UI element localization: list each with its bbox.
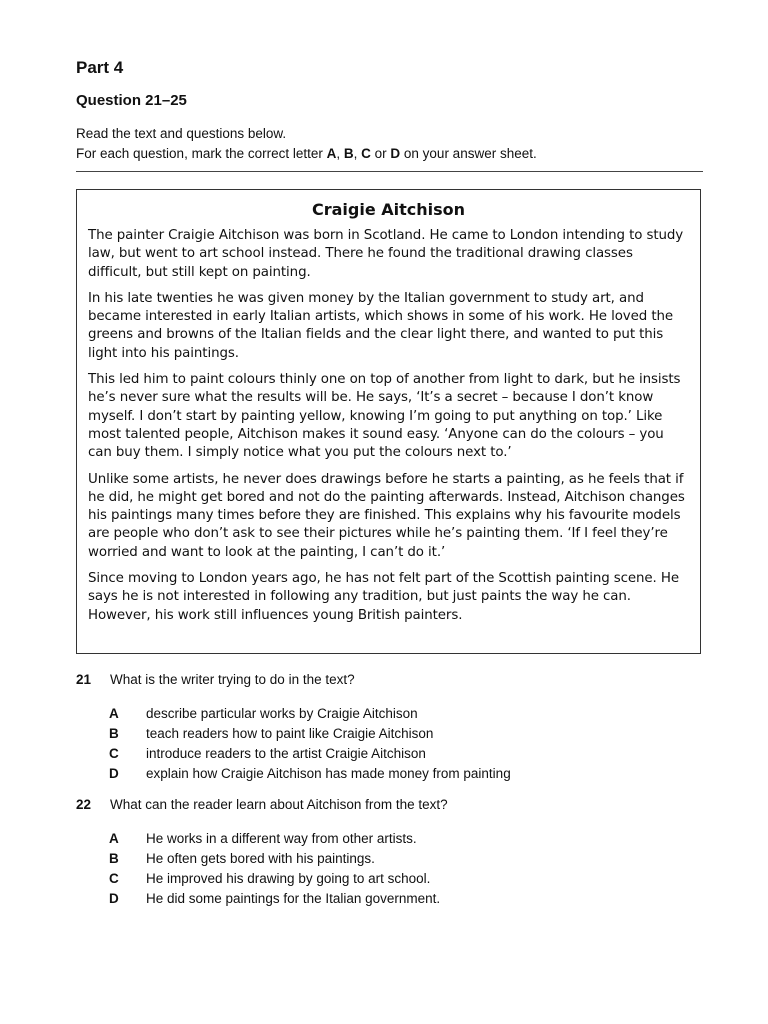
instruction-text-pre: For each question, mark the correct letter xyxy=(76,146,327,161)
instructions xyxy=(76,124,537,164)
letter-d: D xyxy=(390,146,401,161)
option-letter: B xyxy=(109,851,119,866)
passage-title: Craigie Aitchison xyxy=(311,200,466,219)
question-stem: What is the writer trying to do in the text? xyxy=(110,672,355,687)
question-number: 22 xyxy=(76,797,92,812)
passage-paragraph: In his late twenties he was given money by the Italian government to study art, and became interested in early Italian artists, which shows in some of his work. He loved the greens and browns of the Italian fields and the clear light there, and wanted to put this light into his paintings. xyxy=(88,290,673,361)
option-text: describe particular works by Craigie Aitchison xyxy=(146,706,418,721)
option-text: He often gets bored with his paintings. xyxy=(146,851,375,866)
option-letter: A xyxy=(109,706,119,721)
answer-option-d[interactable] xyxy=(76,764,716,784)
answer-option-b[interactable] xyxy=(76,849,716,869)
answer-option-a[interactable] xyxy=(76,704,716,724)
option-text: He did some paintings for the Italian government. xyxy=(146,891,441,906)
answer-options xyxy=(76,704,716,784)
option-text: He improved his drawing by going to art school. xyxy=(146,871,431,886)
instruction-line-2 xyxy=(76,144,537,164)
answer-options xyxy=(76,829,716,909)
option-text: teach readers how to paint like Craigie Aitchison xyxy=(146,726,434,741)
letter-b: B xyxy=(343,146,354,161)
letter-a: A xyxy=(326,146,337,161)
passage-paragraph: This led him to paint colours thinly one on top of another from light to dark, but he insists he’s never sure what the results will be. He says, ‘It’s a secret – because I don’t know myself. I don’t start by painting yellow, knowing I’m going to put anything on top.’ Like most talented people, Aitchison makes it sound easy. ‘Anyone can do the colours – you can buy them. I simply notice what you put the colours next to.’ xyxy=(88,372,681,461)
option-letter: B xyxy=(109,726,119,741)
passage-paragraph: Since moving to London years ago, he has not felt part of the Scottish painting scene. He says he is not interested in following any tradition, but just paints the way he can. However, his work still influences young British painters. xyxy=(88,571,679,623)
option-letter: D xyxy=(109,891,119,906)
option-text: introduce readers to the artist Craigie Aitchison xyxy=(146,746,426,761)
answer-option-d[interactable] xyxy=(76,889,716,909)
reading-passage-box xyxy=(76,189,701,654)
question-22 xyxy=(76,795,716,909)
question-range-heading: Question 21–25 xyxy=(76,92,187,109)
separator: , xyxy=(353,146,362,161)
instruction-line-1: Read the text and questions below. xyxy=(76,126,287,141)
question-stem: What can the reader learn about Aitchison from the text? xyxy=(110,797,448,812)
option-letter: D xyxy=(109,766,119,781)
passage-paragraph: The painter Craigie Aitchison was born in Scotland. He came to London intending to study law, but went to art school instead. There he found the traditional drawing classes difficult, but still kept on painting. xyxy=(88,228,684,280)
letter-c: C xyxy=(361,146,371,161)
question-21 xyxy=(76,670,716,784)
separator: or xyxy=(370,146,391,161)
part-title: Part 4 xyxy=(76,58,124,77)
answer-option-a[interactable] xyxy=(76,829,716,849)
instruction-text-post: on your answer sheet. xyxy=(400,146,537,161)
divider-line xyxy=(76,171,703,172)
question-header xyxy=(76,670,716,690)
option-letter: C xyxy=(109,746,119,761)
answer-option-b[interactable] xyxy=(76,724,716,744)
answer-option-c[interactable] xyxy=(76,869,716,889)
option-text: He works in a different way from other artists. xyxy=(146,831,417,846)
answer-option-c[interactable] xyxy=(76,744,716,764)
option-letter: A xyxy=(109,831,119,846)
separator: , xyxy=(336,146,344,161)
question-number: 21 xyxy=(76,672,92,687)
passage-paragraph: Unlike some artists, he never does drawings before he starts a painting, as he feels that if he did, he might get bored and not do the painting afterwards. Instead, Aitchison changes his paintings many times before they are finished. This explains why his favourite models are people who don’t ask to see their pictures while he’s painting them. ‘If I feel they’re worried and want to look at the painting, I can’t do it.’ xyxy=(88,471,685,560)
option-letter: C xyxy=(109,871,119,886)
question-header xyxy=(76,795,716,815)
option-text: explain how Craigie Aitchison has made money from painting xyxy=(146,766,511,781)
